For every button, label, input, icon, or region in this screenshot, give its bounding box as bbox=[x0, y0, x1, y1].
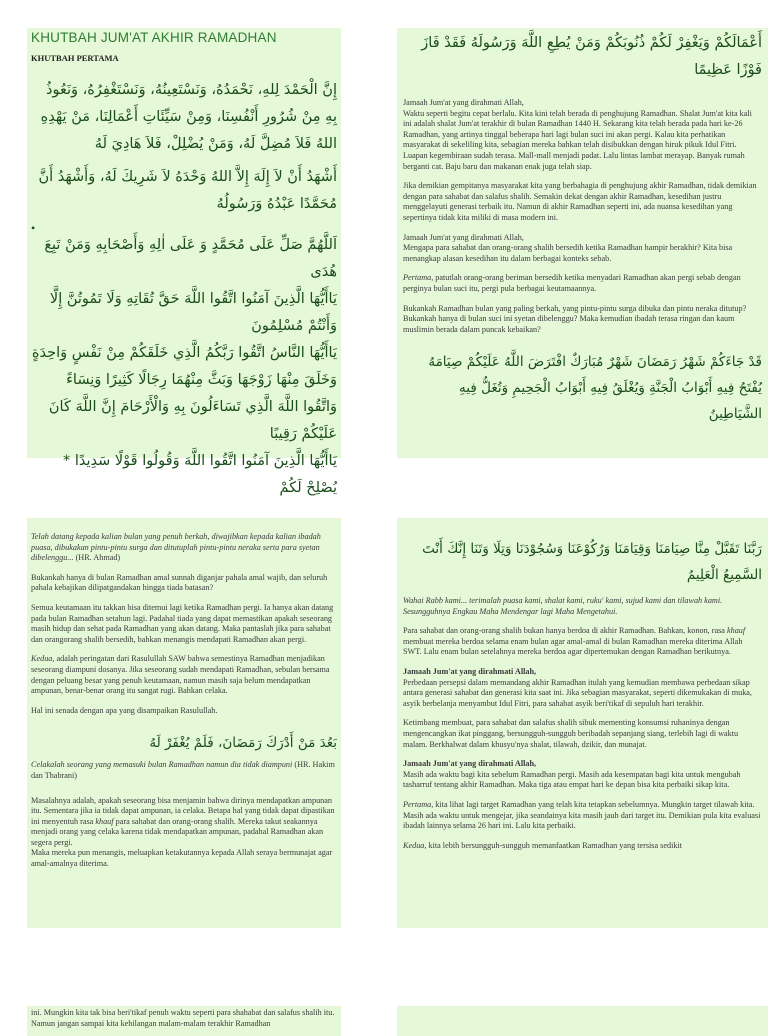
body-paragraph bbox=[31, 796, 337, 870]
emphasis-text: Wahai Rabb kami... terimalah puasa kami, shalat kami, ruku' kami, sujud kami dan tilawah kami. Sesungguhnya Engkau Maha Mendengar lagi Maha Mengetahui. bbox=[403, 596, 723, 616]
body-text: membuat mereka berdoa selama enam bulan agar amal-amal di bulan Ramadhan mereka diterima Allah SWT. Lalu enam bulan setelahnya mereka berdoa agar dipertemukan dengan Ramadhan berikutnya. bbox=[403, 636, 743, 657]
arabic-paragraph: أَشْهَدُ أَنْ لاَ إِلَهَ إِلاَّ اللهُ وَحْدَهُ لاَ شَرِيكَ لَهُ، وَأَشْهَدُ أَنَّ مُحَمَّدًا عَبْدُهُ وَرَسُولُهُ bbox=[38, 169, 337, 212]
document-page-5 bbox=[27, 1006, 341, 1036]
body-paragraph: Ketimbang membuat, para sahabat dan salafus shalih sibuk mementing konsumsi ruhaninya dengan mengencangkan ikat pinggang, bersungguh-sungguh beribadah sepanjang siang, terlebih lagi di waktu malam. Berkhalwat dalam khusyu'nya shalat, tilawah, dzikir, dan munajat. bbox=[403, 718, 739, 749]
body-text: , patutlah orang-orang beriman bersedih ketika menyadari Ramadhan akan pergi sebab dengan perginya bulan suci itu, pergi pula berbagai keutamaannya. bbox=[403, 273, 741, 293]
body-text: Masih ada waktu bagi kita sebelum Ramadhan pergi. Masih ada kesempatan bagi kita untuk mengubah tasharruf tentang akhir Ramadhan. Maka tiga atau empat hari ke depan bisa kita perbaiki sikap kita. bbox=[403, 769, 741, 790]
arabic-paragraph: يَاأَيُّهَا النَّاسُ اتَّقُوا رَبَّكُمُ الَّذِي خَلَقَكُمْ مِنْ نَفْسٍ وَاحِدَةٍ وَخَلَقَ مِنْهَا زَوْجَهَا وَبَثَّ مِنْهُمَا رِجَالًا كَثِيرًا وَنِسَاءً وَاتَّقُوا اللَّهَ الَّذِي تَسَاءَلُونَ بِهِ وَالْأَرْحَامَ إِنَّ اللَّهَ كَانَ عَلَيْكُمْ رَقِيبًا bbox=[31, 345, 337, 442]
section-heading: Jamaah Jum'at yang dirahmati Allah, bbox=[403, 759, 537, 769]
emphasis-text: Celakalah seorang yang memasuki bulan Ramadhan namun dia tidak diampuni bbox=[31, 760, 293, 770]
body-text: , kita lihat lagi target Ramadhan yang telah kita tetapkan sebelumnya. Mungkin target tilawah kita. Masih ada waktu untuk mengejar, jika seandainya kita masih jauh dari target itu. Demikian pula kita evaluasi ibadah lainnya selama 26 hari ini. Lalu kita perbaiki. bbox=[403, 799, 761, 831]
arabic-prayer: رَبَّنَا تَقَبَّلْ مِنَّا صِيَامَنَا وَقِيَامَنَا وَرُكُوْعَنَا وَسُجُوْدَنَا وَتِلَا وَتَنَا إِنَّكَ أَنْتَ السَّمِيعُ الْعَلِيمُ bbox=[422, 541, 762, 583]
arabic-paragraph: يَاأَيُّهَا الَّذِينَ آمَنُوا اتَّقُوا اللَّهَ وَقُولُوا قَوْلًا سَدِيدًا * يُصْلِحْ لَكُمْ bbox=[63, 453, 337, 496]
page-title: KHUTBAH JUM'AT AKHIR RAMADHAN bbox=[31, 30, 277, 45]
body-paragraph: Bukankah hanya di bulan Ramadhan amal sunnah diganjar pahala amal wajib, dan seluruh pahala kebajikan dilipatgandakan hingga tiada batasan? bbox=[31, 572, 328, 593]
section-subtitle: KHUTBAH PERTAMA bbox=[31, 53, 119, 63]
body-paragraph bbox=[403, 759, 762, 791]
body-paragraph bbox=[403, 273, 762, 294]
body-text: Para sahabat dan orang-orang shalih bukan hanya berdoa di akhir Ramadhan. Bahkan, konon, rasa bbox=[403, 626, 727, 636]
body-paragraph bbox=[403, 841, 762, 852]
document-page-1 bbox=[27, 28, 341, 496]
hadith-translation bbox=[31, 760, 337, 781]
body-text: , adalah peringatan dari Rasulullah SAW bahwa semestinya Ramadhan menjadikan seseorang diampuni dosanya. Jika seseorang sudah mendapati Ramadhan, sebulan bersama dengan peluang besar yang penuh keutamaan, namun masih saja belum mendapatkan ampunan, benar-benar orang itu sangat rugi. Bahkan celaka. bbox=[31, 654, 330, 696]
emphasis-text: Kedua bbox=[31, 654, 53, 664]
emphasis-text: Kedua bbox=[403, 840, 425, 850]
arabic-hadith: قَدْ جَاءَكُمْ شَهْرُ رَمَضَانَ شَهْرٌ مُبَارَكٌ افْتَرَضَ اللَّهُ عَلَيْكُمْ صِيَامَهُ يُفْتَحُ فِيهِ أَبْوَابُ الْجَنَّةِ وَيُغْلَقُ فِيهِ أَبْوَابُ الْجَحِيمِ وَتُغَلُّ فِيهِ الشَّيَاطِينُ bbox=[428, 354, 762, 423]
body-paragraph: Semua keutamaan itu takkan bisa ditemui lagi ketika Ramadhan pergi. Ia hanya akan datang pada bulan Ramadhan setahun lagi. Padahal tiada yang dapat memastikan apakah seseorang masih hidup dan sehat pada Ramadhan yang akan datang. Maka pantaslah jika para sahabat dan orangorang shalih bersedih, bahkan menangis mendapati Ramadhan akan pergi. bbox=[31, 602, 334, 644]
body-text: , kita lebih bersungguh-sungguh memanfaatkan Ramadhan yang tersisa sedikit bbox=[424, 840, 683, 850]
emphasis-text: khauf bbox=[95, 816, 114, 826]
body-paragraph bbox=[403, 667, 762, 709]
emphasis-text: Pertama bbox=[403, 799, 432, 809]
body-text: Masalahnya adalah, apakah seseorang bisa menjamin bahwa dirinya mendapatkan ampunan itu. Sementara jika ia tidak dapat ampunan, ia celaka. Betapa hal yang tidak dapat dipastikan ini menyentuh rasa bbox=[31, 795, 335, 826]
body-paragraph bbox=[31, 654, 337, 696]
document-page-2 bbox=[397, 28, 768, 458]
body-paragraph: Jamaah Jum'at yang dirahmati Allah, Waktu seperti begitu cepat berlalu. Kita kini telah berada di penghujung Ramadhan. Shalat Jum'at kita kali ini adalah shalat Jum'at terakhir di bulan Ramadhan 1440 H. Sekarang kita telah berada pada hari ke-26 Ramadhan, yang artinya tinggal beberapa hari lagi bulan suci ini akan pergi. Kalau kita perhatikan masyarakat di sekeliling kita, sebagian mereka bahkan telah disibukkan dengan hiruk pikuk Idul Fitri. Luapan kegembiraan sudah terasa. Mall-mall menjadi padat. Lalu lintas lambat merayap. Banyak rumah berganti cat. Baju baru dan makanan enak juga telah siap. bbox=[403, 98, 752, 171]
body-text: Perbedaan persepsi dalam memandang akhir Ramadhan itulah yang kemudian membawa perbedaan sikap antara generasi sahabat dan generasi kita saat ini. Jika sebagian masyarakat, seperti dikemukakan di muka, asyik berbelanja menyambut Idul Fitri, para sahabat asyik beri'tikaf di sepuluh hari terakhir. bbox=[403, 677, 752, 708]
hadith-translation bbox=[31, 532, 337, 564]
arabic-paragraph: إِنَّ الْحَمْدَ لِلهِ، نَحْمَدُهُ، وَنَسْتَعِينُهُ، وَنَسْتَغْفِرُهُ، وَنَعُوذُ بِهِ مِنْ شُرُورِ أَنْفُسِنَا، وَمِنْ سَيِّئَاتِ أَعْمَالِنَا، مَنْ يَهْدِهِ اللهُ فَلاَ مُضِلَّ لَهُ، وَمَنْ يُضْلِلْ، فَلاَ هَادِيَ لَهُ bbox=[40, 82, 337, 152]
body-text: para sahabat dan orang-orang shalih. Mereka takut seakannya menjadi orang yang celaka karena tidak mendapatkan ampunan, padahal Ramadhan akan segera pergi. Maka mereka pun menangis, meluapkan ketakutannya kepada Allah seraya bermunajat agar amal-amalnya diterima. bbox=[31, 816, 333, 869]
body-paragraph bbox=[403, 626, 762, 658]
arabic-hadith: بَعُدَ مَنْ أَدْرَكَ رَمَضَانَ، فَلَمْ يُغْفَرْ لَهُ bbox=[149, 735, 337, 752]
document-page-4 bbox=[397, 518, 768, 928]
body-paragraph: Jika demikian gempitanya masyarakat kita yang berbahagia di penghujung akhir Ramadhan, tidak demikian dengan para sahabat dan salafus shalih. Semakin dekat dengan akhir Ramadhan, kesedihan justru menggelayuti generasi terbaik itu. Namun di akhir Ramadhan seperti ini, ada nuansa kesedihan yang sepertinya tidak kita miliki di masa modern ini. bbox=[403, 181, 757, 222]
emphasis-text: Pertama bbox=[403, 273, 432, 283]
body-paragraph bbox=[403, 800, 762, 832]
emphasis-text: khauf bbox=[726, 626, 746, 636]
arabic-paragraph: يَاأَيُّهَا الَّذِينَ آمَنُوا اتَّقُوا اللَّهَ حَقَّ تُقَاتِهِ وَلَا تَمُوتُنَّ إِلَّا وَأَنْتُمْ مُسْلِمُونَ bbox=[49, 291, 337, 334]
body-paragraph: Jamaah Jum'at yang dirahmati Allah, Mengapa para sahabat dan orang-orang shalih bersedih ketika Ramadhan hampir berakhir? Kita bisa menangkap alasan kesedihan itu dalam berbagai konteks sebab. bbox=[403, 232, 733, 263]
arabic-paragraph: اَللَّهُمَّ صَلِّ عَلَى مُحَمَّدٍ وَ عَلَى اٰلِهِ وَأَصْحَابِهِ وَمَنْ تَبِعَ هُدَى bbox=[44, 237, 337, 280]
body-paragraph: Bukankah Ramadhan bulan yang paling berkah, yang pintu-pintu surga dibuka dan pintu neraka ditutup? Bukankah hanya di bulan suci ini syetan dibelenggu? Maka kemudian ibadah terasa ringan dan kaum muslimin berada dalam puncak kebaikan? bbox=[403, 303, 747, 334]
body-paragraph: ini. Mungkin kita tak bisa beri'tikaf penuh waktu seperti para shahabat dan salafus shalih itu. Namun jangan sampai kita kehilangan malam-malam terakhir Ramadhan bbox=[31, 1008, 335, 1028]
arabic-paragraph: أَعْمَالَكُمْ وَيَغْفِرْ لَكُمْ ذُنُوبَكُمْ وَمَنْ يُطِعِ اللَّهَ وَرَسُولَهُ فَقَدْ فَازَ فَوْزًا عَظِيمًا bbox=[421, 35, 762, 78]
document-page-3 bbox=[27, 518, 341, 928]
section-heading: Jamaah Jum'at yang dirahmati Allah, bbox=[403, 666, 537, 676]
bullet-dot: • bbox=[31, 221, 36, 235]
emphasis-text: Telah datang kepada kalian bulan yang penuh berkah, diwajibkan kepada kalian ibadah puasa, dibukakan pintu-pintu surga dan ditutuplah pintu-pintu neraka serta para syetan dibelenggu... bbox=[31, 532, 321, 563]
prayer-translation bbox=[403, 596, 762, 617]
citation: (HR. Hakim dan Thabrani) bbox=[31, 760, 335, 780]
citation: (HR. Ahmad) bbox=[73, 553, 121, 563]
document-page-6 bbox=[397, 1006, 768, 1036]
body-paragraph: Hal ini senada dengan apa yang disampaikan Rasulullah. bbox=[31, 705, 218, 715]
